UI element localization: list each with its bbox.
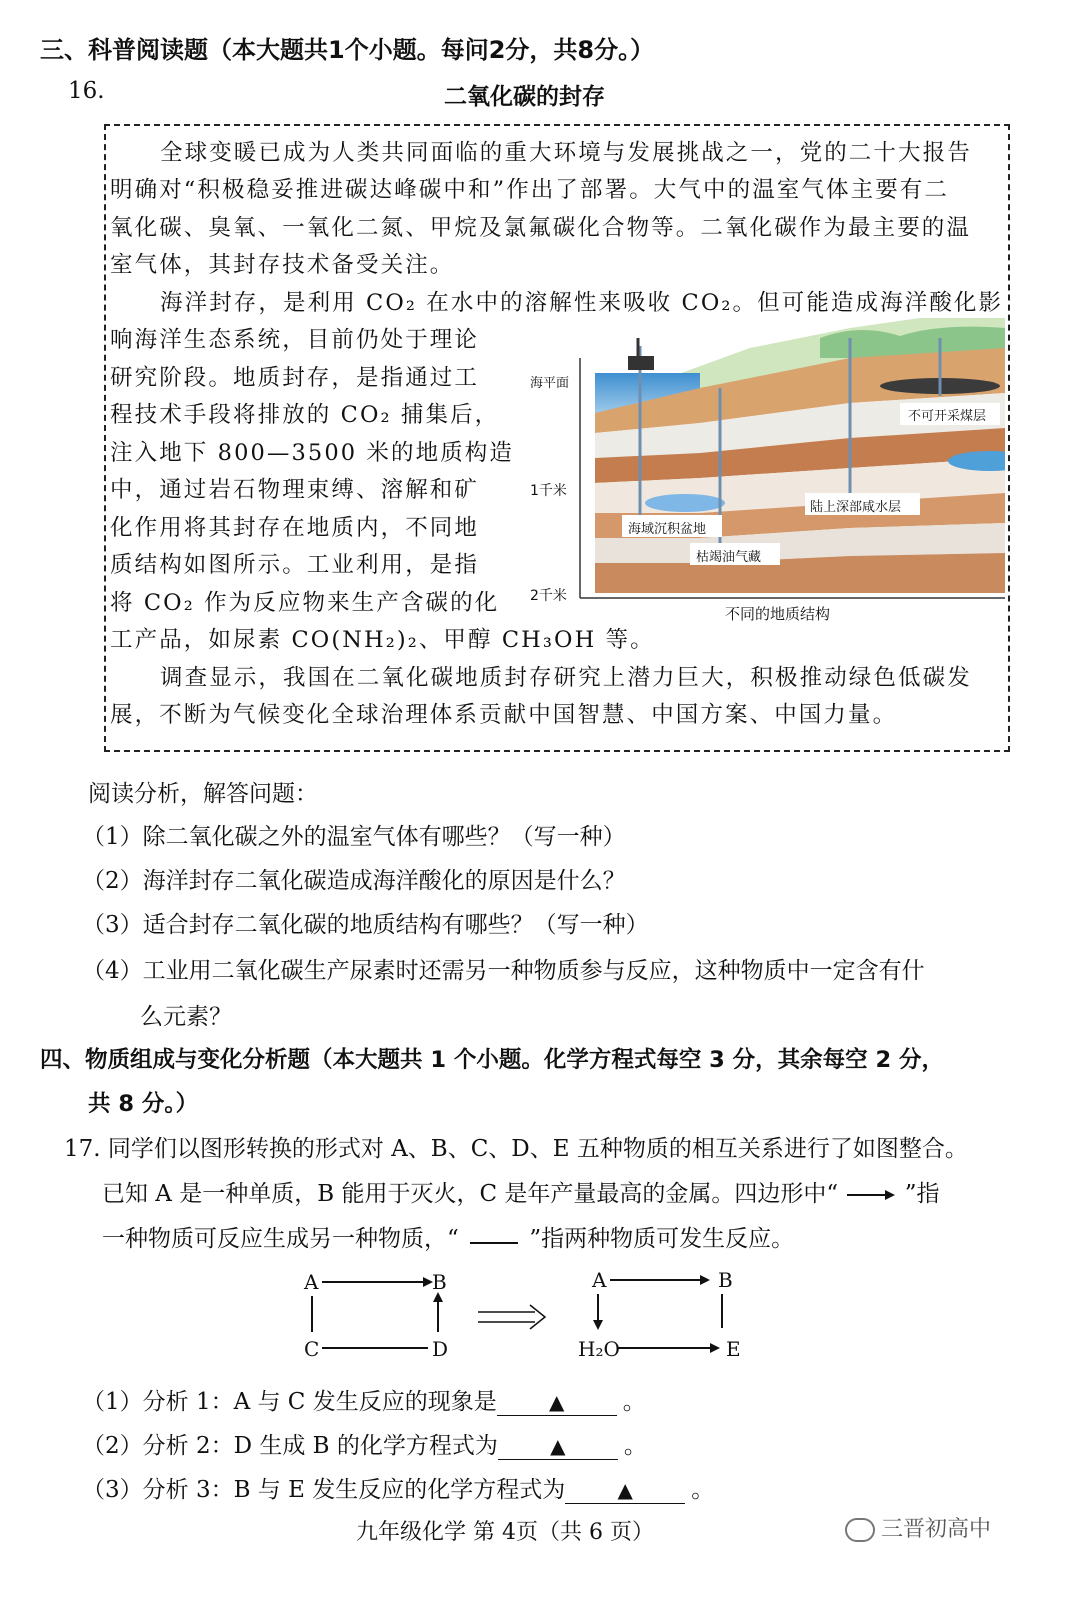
passage-line: 全球变暖已成为人类共同面临的重大环境与发展挑战之一，党的二十大报告 [160, 140, 972, 166]
depth-1km-label: 1千米 [530, 483, 567, 499]
node-d-left: D [432, 1337, 449, 1361]
question-16-4: （4）工业用二氧化碳生产尿素时还需另一种物质参与反应，这种物质中一定含有什 [82, 958, 925, 984]
watermark-text: 三晋初高中 [881, 1517, 992, 1542]
question-17-line3-end: ”指两种物质可发生反应。 [529, 1226, 795, 1252]
question-16-3: （3）适合封存二氧化碳的地质结构有哪些？（写一种） [82, 912, 649, 938]
reading-prompt: 阅读分析，解答问题： [88, 781, 318, 807]
section-3-title: 三、科普阅读题（本大题共1个小题。每问2分，共8分。） [40, 36, 655, 64]
question-16-2: （2）海洋封存二氧化碳造成海洋酸化的原因是什么？ [82, 868, 626, 894]
depth-2km-label: 2千米 [530, 588, 567, 604]
question-17-1-text: （1）分析 1：A 与 C 发生反应的现象是 [82, 1389, 497, 1415]
passage-line: 室气体，其封存技术备受关注。 [110, 252, 455, 278]
coal-label: 不可开采煤层 [908, 409, 987, 424]
oil-platform [628, 356, 654, 370]
answer-marker-2: ▲ [550, 1434, 566, 1458]
sediment-label: 海域沉积盆地 [628, 522, 707, 537]
page-footer: 九年级化学 第 4页（共 6 页） [356, 1520, 654, 1545]
figure-caption: 不同的地质结构 [725, 605, 831, 623]
node-b-left: B [432, 1270, 447, 1294]
question-17-2 [82, 1427, 647, 1460]
question-17-line3 [102, 1220, 794, 1253]
passage-line: 响海洋生态系统，目前仍处于理论 [110, 327, 480, 353]
passage-line: 化作用将其封存在地质内，不同地 [110, 515, 480, 541]
question-17-line2 [102, 1175, 940, 1208]
question-17-line2-text: 已知 A 是一种单质，B 能用于灭火，C 是年产量最高的金属。四边形中“ [102, 1181, 839, 1207]
relation-diagram [290, 1262, 760, 1372]
passage-line: 研究阶段。地质封存，是指通过工 [110, 365, 480, 391]
question-16-4-cont: 么元素？ [140, 1004, 232, 1030]
node-a-right: A [592, 1268, 607, 1292]
question-16-1: （1）除二氧化碳之外的温室气体有哪些？（写一种） [82, 824, 626, 850]
node-h2o-right: H₂O [578, 1337, 620, 1361]
question-17-intro: 17. 同学们以图形转换的形式对 A、B、C、D、E 五种物质的相互关系进行了如图整合。 [64, 1136, 968, 1162]
geology-figure [520, 318, 1005, 628]
passage-line: 将 CO₂ 作为反应物来生产含碳的化 [110, 590, 500, 616]
watermark [845, 1512, 991, 1543]
wechat-icon [845, 1518, 875, 1542]
question-17-2-text: （2）分析 2：D 生成 B 的化学方程式为 [82, 1433, 498, 1459]
node-e-right: E [726, 1337, 741, 1361]
answer-marker-1: ▲ [549, 1390, 565, 1414]
passage-line: 氧化碳、臭氧、一氧化二氮、甲烷及氯氟碳化合物等。二氧化碳作为最主要的温 [110, 215, 972, 241]
node-b-right: B [718, 1268, 733, 1292]
passage-line: 展，不断为气候变化全球治理体系贡献中国智慧、中国方案、中国力量。 [110, 702, 898, 728]
section-4-title: 四、物质组成与变化分析题（本大题共 1 个小题。化学方程式每空 3 分，其余每空 2 分， [40, 1047, 944, 1073]
node-a-left: A [304, 1270, 319, 1294]
passage-line: 中，通过岩石物理束缚、溶解和矿 [110, 477, 480, 503]
question-17-3 [82, 1471, 714, 1504]
node-c-left: C [304, 1337, 320, 1361]
question-17-line2-end: ”指 [904, 1181, 940, 1207]
period: 。 [623, 1433, 647, 1459]
oil-label: 枯竭油气藏 [696, 550, 762, 565]
period: 。 [622, 1389, 646, 1415]
line-legend-icon [466, 1233, 522, 1247]
saline-label: 陆上深部咸水层 [810, 500, 902, 515]
passage-line: 程技术手段将排放的 CO₂ 捕集后， [110, 402, 500, 428]
sea-level-label: 海平面 [530, 376, 570, 391]
passage-line: 海洋封存，是利用 CO₂ 在水中的溶解性来吸收 CO₂。但可能造成海洋酸化影 [160, 290, 1004, 316]
period: 。 [691, 1477, 715, 1503]
passage-line: 工产品，如尿素 CO(NH₂)₂、甲醇 CH₃OH 等。 [110, 627, 655, 653]
question-16-number: 16. [68, 78, 105, 104]
section-4-title-cont: 共 8 分。） [88, 1091, 199, 1117]
passage-line: 质结构如图所示。工业利用，是指 [110, 552, 480, 578]
question-17-3-text: （3）分析 3：B 与 E 发生反应的化学方程式为 [82, 1477, 566, 1503]
answer-marker-3: ▲ [617, 1478, 633, 1502]
passage-line: 注入地下 800—3500 米的地质构造 [110, 440, 515, 466]
passage-line: 明确对“积极稳妥推进碳达峰碳中和”作出了部署。大气中的温室气体主要有二 [110, 177, 950, 203]
question-17-1 [82, 1383, 646, 1416]
article-title: 二氧化碳的封存 [444, 84, 605, 110]
answer-blank-2[interactable] [498, 1433, 618, 1460]
question-17-line3-text: 一种物质可反应生成另一种物质，“ [102, 1226, 459, 1252]
answer-blank-1[interactable] [497, 1389, 617, 1416]
arrow-legend-icon [845, 1188, 897, 1202]
passage-line: 调查显示，我国在二氧化碳地质封存研究上潜力巨大，积极推动绿色低碳发 [160, 665, 972, 691]
answer-blank-3[interactable] [565, 1477, 685, 1504]
sediment-basin [645, 494, 725, 512]
